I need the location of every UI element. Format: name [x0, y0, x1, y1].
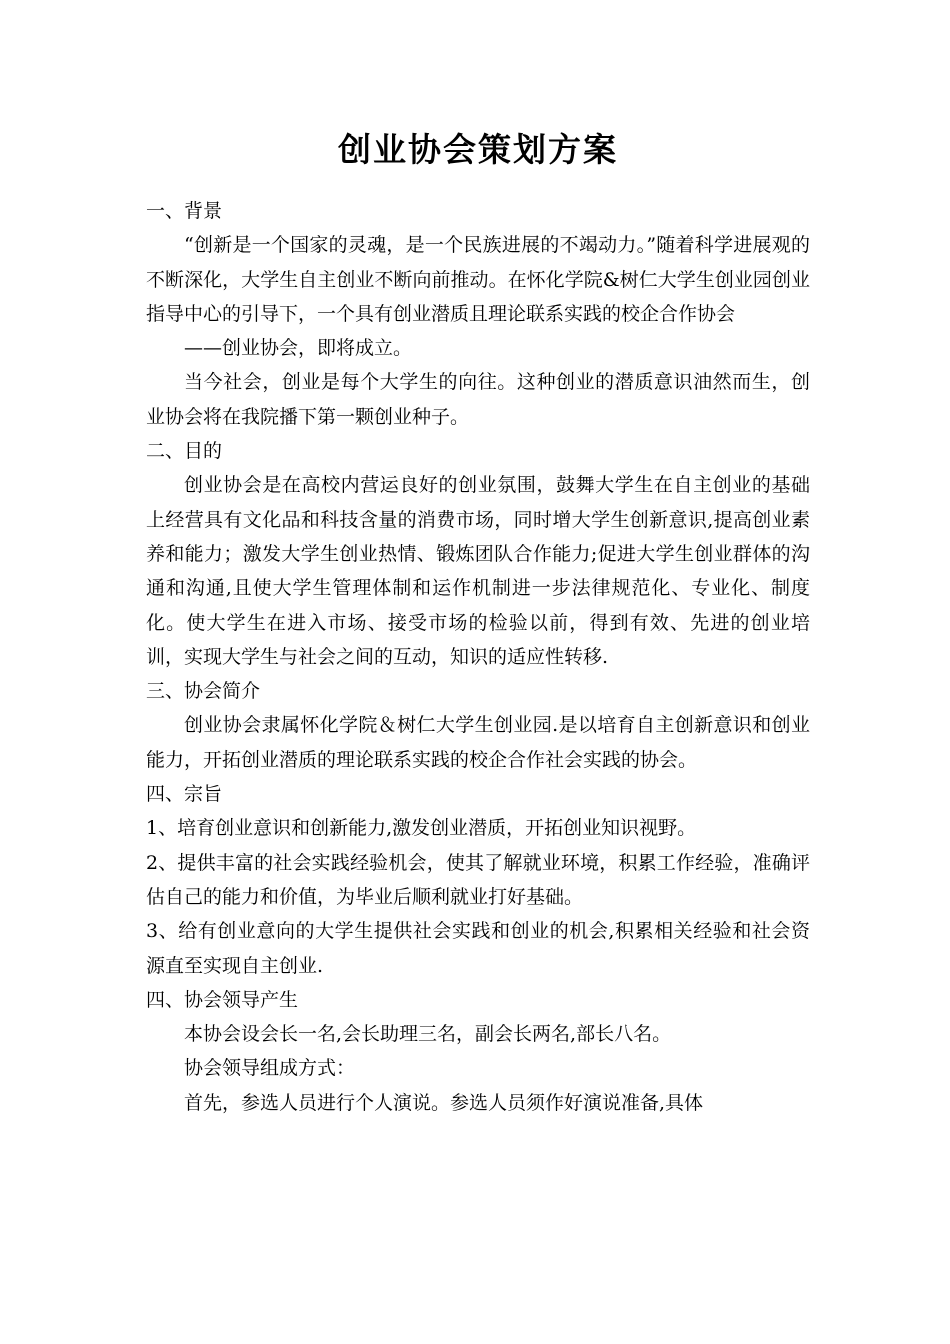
tenet-item-1: 1、培育创业意识和创新能力,激发创业潜质，开拓创业知识视野。	[146, 817, 697, 840]
section-heading-introduction: 三、协会简介	[146, 680, 261, 703]
section-heading-purpose: 二、目的	[146, 440, 223, 463]
background-paragraph-1: “创新是一个国家的灵魂，是一个民族进展的不竭动力。”随着科学进展观的不断深化，大学生自主创业不断向前推动。在怀化学院&树仁大学生创业园创业指导中心的引导下，一个具有创业潜质且理论联系实践的校企合作协会	[146, 234, 810, 325]
leadership-paragraph-2: 协会领导组成方式：	[184, 1057, 356, 1080]
document-body	[146, 194, 810, 1120]
leadership-paragraph-1: 本协会设会长一名,会长助理三名，副会长两名,部长八名。	[184, 1023, 672, 1046]
introduction-paragraph: 创业协会隶属怀化学院＆树仁大学生创业园.是以培育自主创新意识和创业能力，开拓创业潜质的理论联系实践的校企合作社会实践的协会。	[146, 714, 810, 771]
background-paragraph-3: 当今社会，创业是每个大学生的向往。这种创业的潜质意识油然而生，创业协会将在我院播下第一颗创业种子。	[146, 371, 810, 428]
section-heading-tenets: 四、宗旨	[146, 783, 223, 806]
background-paragraph-2: ——创业协会，即将成立。	[184, 337, 413, 360]
tenet-item-3: 3、给有创业意向的大学生提供社会实践和创业的机会,积累相关经验和社会资源直至实现自主创业.	[146, 920, 810, 977]
purpose-paragraph: 创业协会是在高校内营运良好的创业氛围，鼓舞大学生在自主创业的基础上经营具有文化品和科技含量的消费市场，同时增大学生创新意识,提高创业素养和能力；激发大学生创业热情、锻炼团队合作能力;促进大学生创业群体的沟通和沟通,且使大学生管理体制和运作机制进一步法律规范化、专业化、制度化。使大学生在进入市场、接受市场的检验以前，得到有效、先进的创业培训，实现大学生与社会之间的互动，知识的适应性转移.	[146, 474, 810, 668]
section-heading-leadership: 四、协会领导产生	[146, 988, 299, 1011]
document-title: 创业协会策划方案	[338, 130, 618, 169]
leadership-paragraph-3: 首先，参选人员进行个人演说。参选人员须作好演说准备,具体	[184, 1091, 704, 1114]
section-heading-background: 一、背景	[146, 200, 223, 222]
tenet-item-2: 2、提供丰富的社会实践经验机会，使其了解就业环境，积累工作经验，准确评估自己的能力和价值，为毕业后顺利就业打好基础。	[146, 851, 810, 908]
